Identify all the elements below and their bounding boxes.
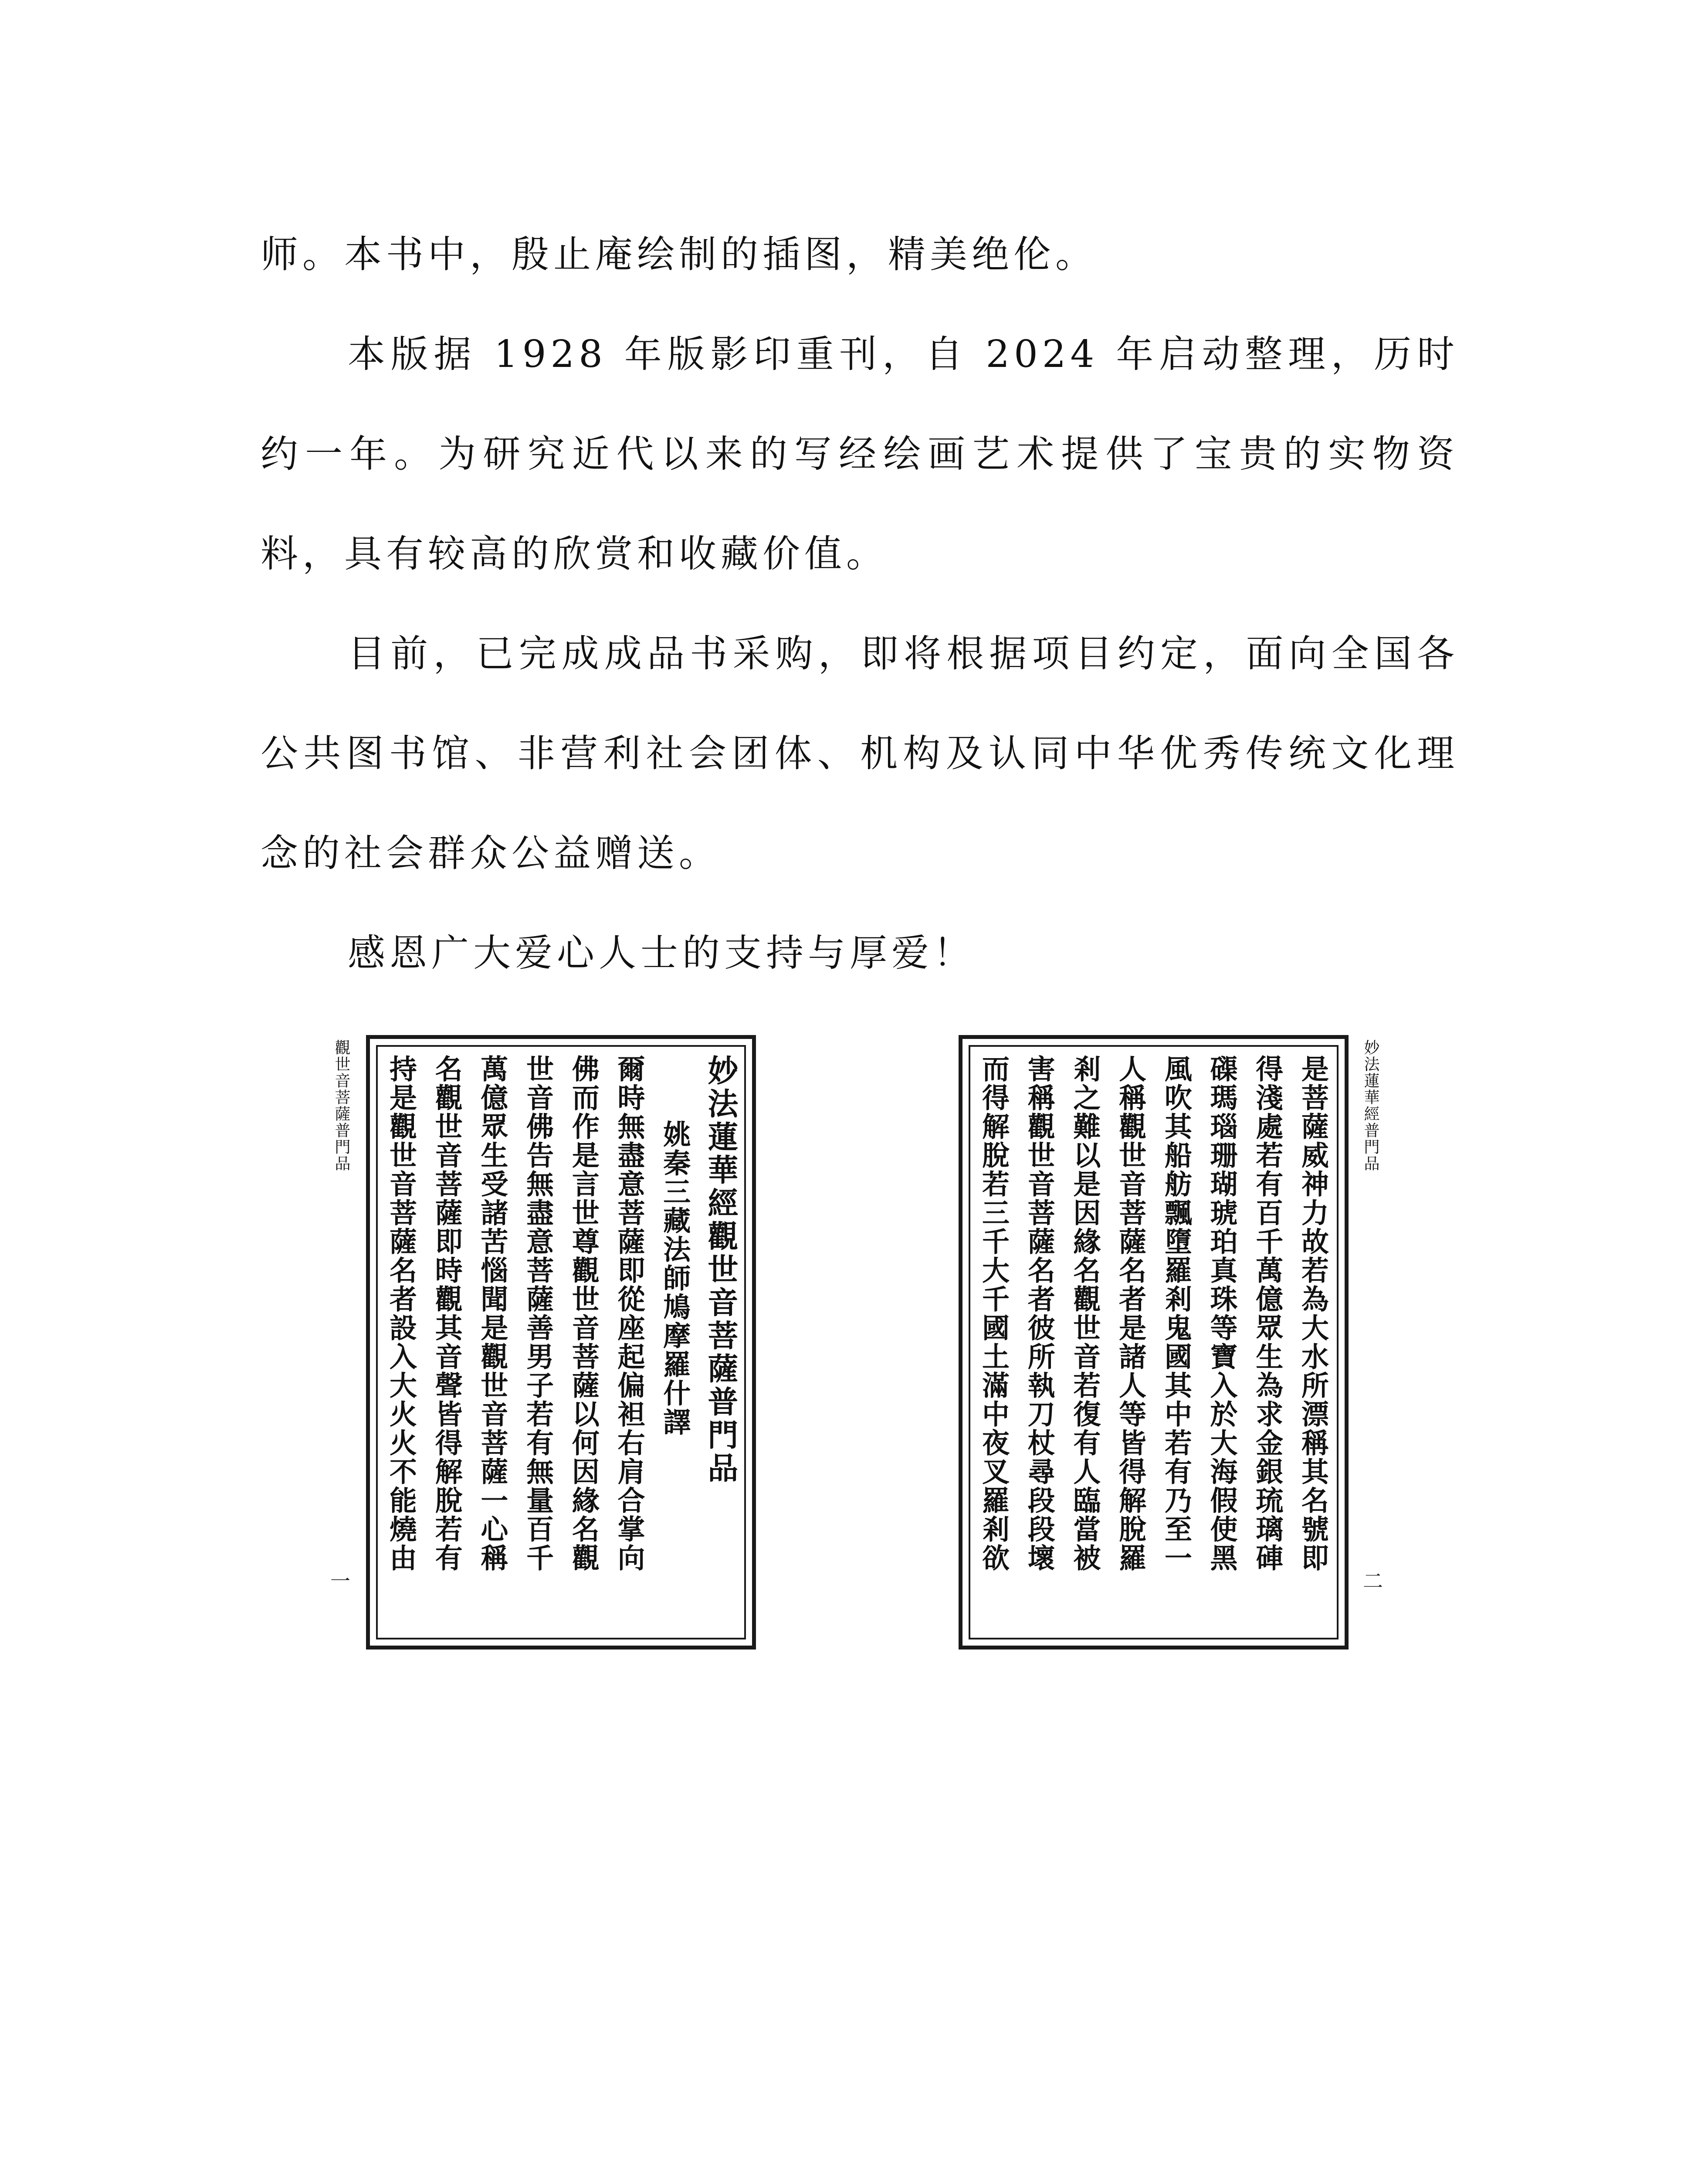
left-page-number: 一 [330, 1569, 350, 1593]
sutra-title-column: 妙法蓮華經觀世音菩薩普門品 [702, 1055, 739, 1485]
paragraph-4: 感恩广大爱心人士的支持与厚爱！ [348, 931, 975, 975]
translator-column: 姚秦三藏法師鳩摩羅什譯 [659, 1120, 691, 1436]
text-column: 爾時無盡意菩薩即從座起偏袒右肩合掌向 [613, 1055, 646, 1572]
text-column: 持是觀世音菩薩名者設入大火火不能燒由 [385, 1055, 417, 1572]
text-column: 萬億眾生受諸苦惱聞是觀世音菩薩一心稱 [476, 1055, 509, 1572]
text-column: 佛而作是言世尊觀世音菩薩以何因緣名觀 [567, 1055, 600, 1572]
paragraph-2: 本版据 1928 年版影印重刊，自 2024 年启动整理，历时约一年。为研究近代以来的写经绘画艺术提供了宝贵的实物资料，具有较高的欣赏和收藏价值。 [261, 333, 1459, 576]
article-body [261, 205, 1459, 1003]
text-column: 而得解脫若三千大千國土滿中夜叉羅剎欲 [978, 1055, 1010, 1572]
text-column: 害稱觀世音菩薩名者彼所執刀杖尋段段壞 [1023, 1055, 1056, 1572]
text-column: 人稱觀世音菩薩名者是諸人等皆得解脫羅 [1115, 1055, 1147, 1572]
text-columns [385, 1055, 739, 1630]
right-page-number: 二 [1363, 1569, 1383, 1593]
text-column: 是菩薩威神力故若為大水所漂稱其名號即 [1297, 1055, 1329, 1572]
paragraph-1: 师。本书中，殷止庵绘制的插图，精美绝伦。 [261, 233, 1097, 276]
paragraph-3: 目前，已完成成品书采购，即将根据项目约定，面向全国各公共图书馆、非营利社会团体、机构及认同中华优秀传统文化理念的社会群众公益赠送。 [261, 632, 1459, 875]
text-column: 風吹其船舫飄墮羅剎鬼國其中若有乃至一 [1160, 1055, 1193, 1572]
scripture-page-right [959, 1035, 1349, 1650]
right-page-side-label: 妙法蓮華經普門品 [1362, 1039, 1379, 1172]
text-column: 磲瑪瑙珊瑚琥珀真珠等寶入於大海假使黑 [1206, 1055, 1238, 1572]
text-column: 名觀世音菩薩即時觀其音聲皆得解脫若有 [430, 1055, 463, 1572]
left-page-side-label: 觀世音菩薩普門品 [332, 1039, 350, 1172]
text-column: 剎之難以是因緣名觀世音若復有人臨當被 [1069, 1055, 1101, 1572]
text-column: 世音佛告無盡意菩薩善男子若有無量百千 [522, 1055, 555, 1572]
text-columns [978, 1055, 1329, 1630]
text-column: 得淺處若有百千萬億眾生為求金銀琉璃硨 [1251, 1055, 1284, 1572]
scripture-page-left [366, 1035, 756, 1650]
